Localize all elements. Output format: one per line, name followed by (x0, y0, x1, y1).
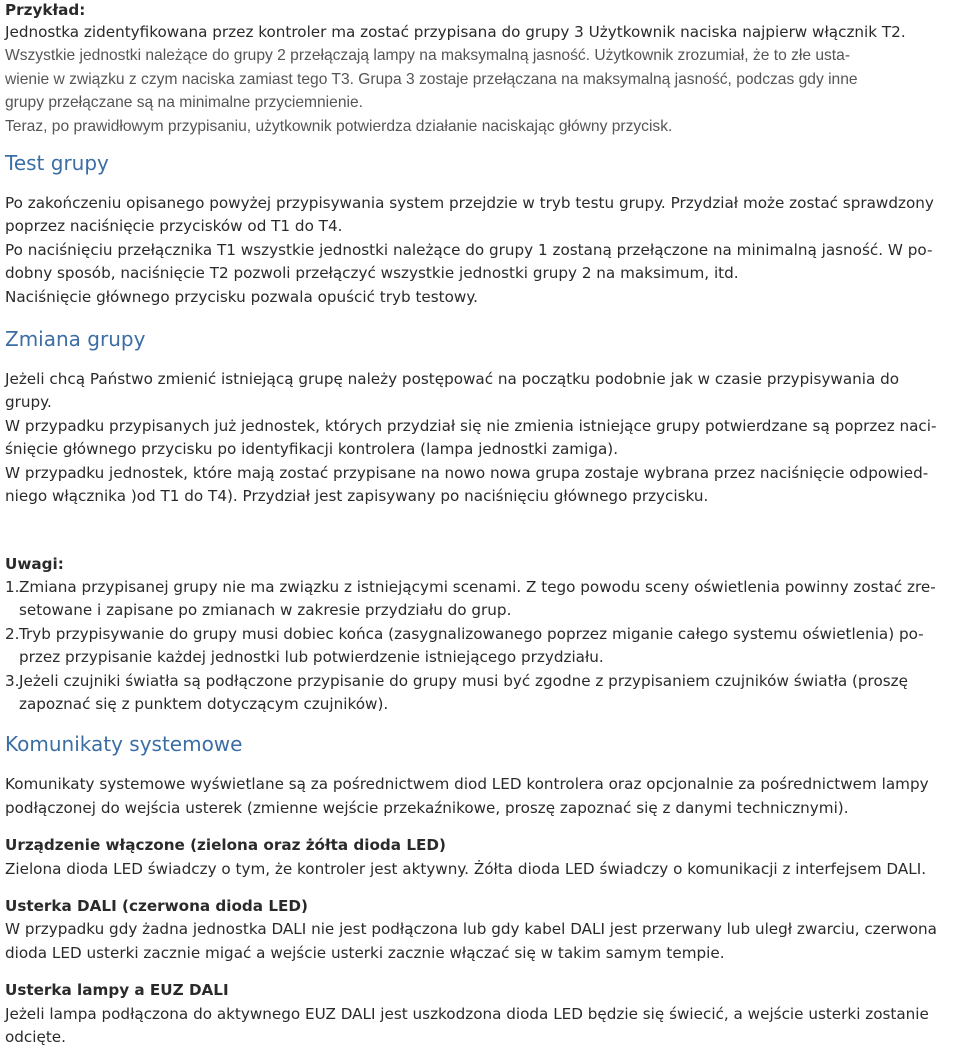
paragraph-line: podłączonej do wejścia usterek (zmienne wejście przekaźnikowe, proszę zapoznać się z danymi technicznymi). (5, 798, 849, 817)
status-title: Urządzenie włączone (zielona oraz żółta dioda LED) (5, 836, 446, 855)
paragraph-line: W przypadku jednostek, które mają zostać przypisane na nowo nowa grupa zostaje wybrana przez naciśnięcie odpowied- (5, 463, 929, 482)
note-item (5, 670, 957, 717)
note-line: zapoznać się z punktem dotyczącym czujników). (19, 694, 389, 713)
notes-section (5, 553, 957, 717)
note-line: setowane i zapisane po zmianach w zakresie przydziału do grup. (19, 601, 512, 620)
paragraph-line: Komunikaty systemowe wyświetlane są za pośrednictwem diod LED kontrolera oraz opcjonalnie za pośrednictwem lampy (5, 775, 929, 794)
example-heading: Przykład: (5, 1, 86, 19)
status-title: Usterka DALI (czerwona dioda LED) (5, 896, 308, 915)
example-line: wienie w związku z czym naciska zamiast tego T3. Grupa 3 zostaje przełączana na maksymalną jasność, podczas gdy inne (5, 70, 858, 88)
section-title-system-messages: Komunikaty systemowe (5, 732, 243, 757)
document-page (5, 0, 957, 1049)
status-lamp-fault (5, 979, 957, 1049)
example-line: Teraz, po prawidłowym przypisaniu, użytkownik potwierdza działanie naciskając główny przycisk. (5, 117, 673, 135)
notes-heading: Uwagi: (5, 554, 64, 573)
section-title-group-test: Test grupy (5, 151, 109, 176)
paragraph-line: niego włącznika )od T1 do T4). Przydział jest zapisywany po naciśnięciu głównego przycisku. (5, 487, 709, 506)
status-line: odcięte. (5, 1028, 66, 1046)
example-line: grupy przełączane są na minimalne przyciemnienie. (5, 94, 363, 112)
note-line: Zmiana przypisanej grupy nie ma związku z istniejącymi scenami. Z tego powodu sceny oświetlenia powinny zostać zre- (19, 577, 936, 596)
group-change-section (5, 326, 957, 508)
status-line: Jeżeli lampa podłączona do aktywnego EUZ DALI jest uszkodzona dioda LED będzie się świecić, a wejście usterki zostanie (5, 1004, 929, 1023)
example-line: Wszystkie jednostki należące do grupy 2 przełączają lampy na maksymalną jasność. Użytkownik zrozumiał, że to złe usta- (5, 47, 851, 65)
example-section (5, 0, 957, 138)
note-line: Jeżeli czujniki światła są podłączone przypisanie do grupy musi być zgodne z przypisaniem czujników światła (proszę (19, 671, 908, 690)
status-line: Zielona dioda LED świadczy o tym, że kontroler jest aktywny. Żółta dioda LED świadczy o komunikacji z interfejsem DALI. (5, 859, 927, 878)
status-dali-fault (5, 895, 957, 965)
system-messages-section (5, 731, 957, 1049)
paragraph-line: grupy. (5, 393, 52, 412)
status-line: dioda LED usterki zacznie migać a wejście usterki zacznie włączać się w takim samym tempie. (5, 943, 725, 962)
note-line: przez przypisanie każdej jednostki lub potwierdzenie istniejącego przydziału. (19, 648, 604, 667)
status-device-on (5, 834, 957, 881)
note-line: Tryb przypisywanie do grupy musi dobiec końca (zasygnalizowanego poprzez miganie całego systemu oświetlenia) po- (19, 624, 924, 643)
paragraph-line: śnięcie głównego przycisku po identyfikacji kontrolera (lampa jednostki zamiga). (5, 440, 619, 459)
paragraph-line: Po zakończeniu opisanego powyżej przypisywania system przejdzie w tryb testu grupy. Przydział może zostać sprawdzony (5, 194, 934, 213)
note-number: 3. (5, 671, 20, 690)
paragraph-line: Jeżeli chcą Państwo zmienić istniejącą grupę należy postępować na początku podobnie jak w czasie przypisywania do (5, 370, 900, 389)
group-test-section (5, 150, 957, 309)
paragraph-line: W przypadku przypisanych już jednostek, których przydział się nie zmienia istniejące grupy potwierdzane są poprzez naci- (5, 416, 937, 435)
section-title-group-change: Zmiana grupy (5, 327, 146, 352)
note-number: 1. (5, 577, 20, 596)
notes-list (5, 576, 957, 716)
note-number: 2. (5, 624, 20, 643)
status-line: W przypadku gdy żadna jednostka DALI nie jest podłączona lub gdy kabel DALI jest przerwany lub uległ zwarciu, czerwona (5, 920, 937, 939)
paragraph-line: Naciśnięcie głównego przycisku pozwala opuścić tryb testowy. (5, 287, 478, 306)
example-line: Jednostka zidentyfikowana przez kontroler ma zostać przypisana do grupy 3 Użytkownik naciska najpierw włącznik T2. (5, 23, 906, 41)
paragraph-line: Po naciśnięciu przełącznika T1 wszystkie jednostki należące do grupy 1 zostaną przełączone na minimalną jasność. W po- (5, 240, 933, 259)
note-item (5, 576, 957, 623)
paragraph-line: dobny sposób, naciśnięcie T2 pozwoli przełączyć wszystkie jednostki grupy 2 na maksimum, itd. (5, 264, 739, 283)
paragraph-line: poprzez naciśnięcie przycisków od T1 do T4. (5, 217, 343, 236)
note-item (5, 623, 957, 670)
status-title: Usterka lampy a EUZ DALI (5, 981, 229, 1000)
